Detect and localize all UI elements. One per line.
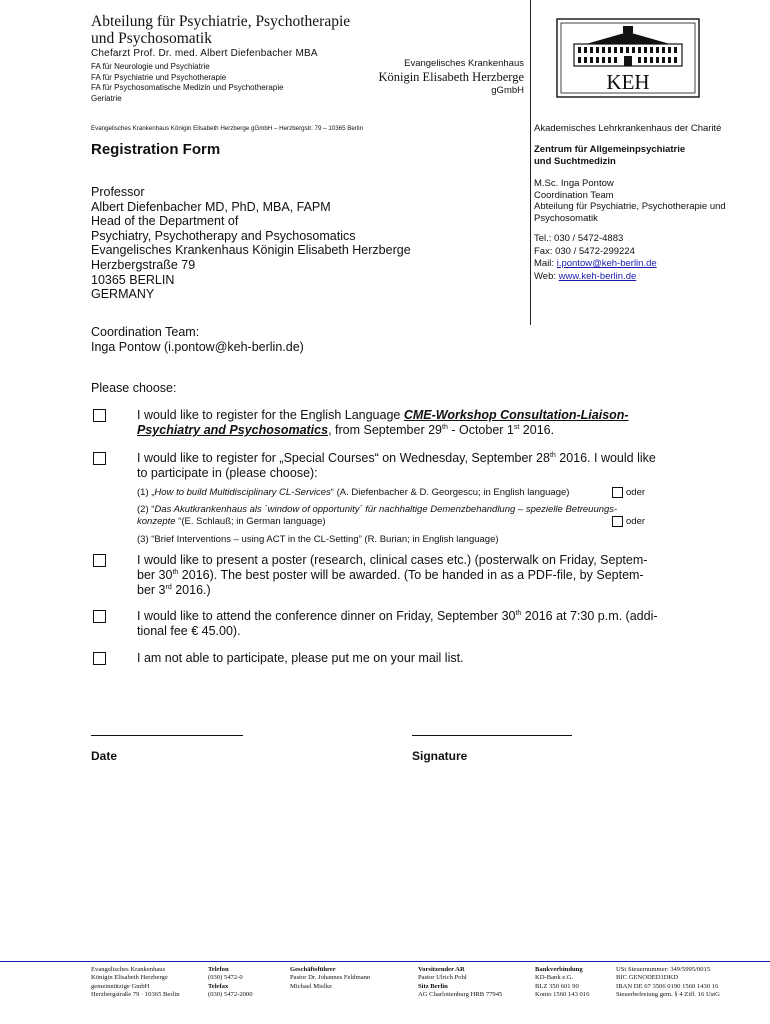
option-poster-text: I would like to present a poster (research, clinical cases etc.) (posterwalk on Friday, Septem- ber 30th 2016). The best poster will be awarded. (To be handed in as a PDF-file, by Septem- ber 3rd 2016.) — [137, 553, 648, 597]
footer-board: Vorsitzender AR Pastor Ulrich Pohl Sitz Berlin AG Charlottenburg HRB 77945 — [418, 966, 503, 999]
date-line[interactable] — [91, 735, 243, 736]
chief-physician: Chefarzt Prof. Dr. med. Albert Diefenbacher MBA — [91, 48, 318, 59]
footer-management: Geschäftsführer Pastor Dr. Johannes Feldmann Michael Mielke — [290, 966, 371, 990]
department-title: Abteilung für Psychiatrie, Psychotherapie und Psychosomatik — [91, 13, 351, 47]
coordination-team: Coordination Team: Inga Pontow (i.pontow@keh-berlin.de) — [91, 325, 304, 354]
special-course-2: (2) “Das Akutkrankenhaus als ´window of opportunity´ für nachhaltige Demenzbehandlung – spezielle Betreuungs- konzepte “(E. Schlauß; in German language) — [137, 504, 618, 527]
special-course-1-or: oder — [626, 487, 646, 498]
option-dinner-checkbox[interactable] — [93, 610, 106, 623]
option-cme-workshop-checkbox[interactable] — [93, 409, 106, 422]
please-choose: Please choose: — [91, 381, 177, 395]
option-special-courses-checkbox[interactable] — [93, 452, 106, 465]
recipient-address: Professor Albert Diefenbacher MD, PhD, MBA, FAPM Head of the Department of Psychiatry, Psychotherapy and Psychosomatics Evangelisches Krankenhaus Königin Elisabeth Herzberge Herzbergstraße 79 10365 BERLIN GERMANY — [91, 185, 411, 302]
option-dinner-text: I would like to attend the conference dinner on Friday, September 30th 2016 at 7:30 p.m. (addi- tional fee € 45.00). — [137, 609, 658, 638]
option-mail-list-text: I am not able to participate, please put me on your mail list. — [137, 651, 464, 665]
website-link[interactable]: www.keh-berlin.de — [558, 270, 637, 282]
footer-company: Evangelisches Krankenhaus Königin Elisabeth Herzberge gemeinnützige GmbH Herzbergstraße 79 · 10365 Berlin — [91, 966, 180, 999]
option-cme-workshop-text: I would like to register for the English Language CME-Workshop Consultation-Liaison- Psychiatry and Psychosomatics, from September 29th - October 1st 2016. — [137, 408, 629, 437]
fax-number: Fax: 030 / 5472-299224 — [534, 245, 635, 257]
special-course-1: (1) „How to build Multidisciplinary CL-Services“ (A. Diefenbacher & D. Georgescu; in English language) — [137, 487, 570, 498]
special-course-2-or: oder — [626, 516, 646, 527]
phone-number: Tel.: 030 / 5472-4883 — [534, 233, 624, 244]
form-title: Registration Form — [91, 141, 221, 158]
keh-logo — [556, 18, 700, 98]
center-name: Zentrum für Allgemeinpsychiatrie und Suchtmedizin — [534, 144, 686, 167]
header-divider — [530, 0, 531, 325]
footer-phone: Telefon (030) 5472-0 Telefax (030) 5472-2000 — [208, 966, 253, 999]
logo-text: KEH — [606, 70, 650, 94]
specialty-list: FA für Neurologie und Psychiatrie FA für Psychiatrie und Psychotherapie FA für Psychosomatische Medizin und Psychotherapie Geriatrie — [91, 62, 284, 103]
footer-divider — [0, 961, 770, 962]
contact-details: Tel.: 030 / 5472-4883 Fax: 030 / 5472-299224 Mail: i.pontow@keh-berlin.de Web: www.keh-berlin.de — [534, 233, 657, 282]
option-poster-checkbox[interactable] — [93, 554, 106, 567]
hospital-name: Evangelisches Krankenhaus Königin Elisabeth Herzberge gGmbH — [378, 58, 524, 96]
option-special-courses-text: I would like to register for „Special Courses“ on Wednesday, September 28th 2016. I would like to participate in (please choose): — [137, 451, 656, 480]
footer-tax: USt Steuernummer: 349/5995/0015 BIC GENODED1DKD IBAN DE 67 3506 0190 1560 1430 16 Steuerbefreiung gem. § 4 Ziff. 16 UstG — [616, 966, 720, 999]
footer-bank: Bankverbindung KD-Bank e.G. BLZ 350 601 90 Konto 1560 143 016 — [535, 966, 590, 999]
signature-label: Signature — [412, 749, 468, 763]
academic-note: Akademisches Lehrkrankenhaus der Charité — [534, 123, 722, 134]
special-course-2-checkbox[interactable] — [612, 516, 623, 527]
special-course-1-checkbox[interactable] — [612, 487, 623, 498]
email-link[interactable]: i.pontow@keh-berlin.de — [556, 258, 657, 269]
signature-line[interactable] — [412, 735, 572, 736]
contact-person: M.Sc. Inga Pontow Coordination Team Abteilung für Psychiatrie, Psychotherapie und Psychosomatik — [534, 178, 726, 224]
sender-line: Evangelisches Krankenhaus Königin Elisabeth Herzberge gGmbH – Herzbergstr. 79 – 10365 Berlin — [91, 125, 364, 132]
special-course-3: (3) “Brief Interventions – using ACT in the CL-Setting” (R. Burian; in English language) — [137, 534, 499, 545]
option-mail-list-checkbox[interactable] — [93, 652, 106, 665]
date-label: Date — [91, 749, 118, 763]
